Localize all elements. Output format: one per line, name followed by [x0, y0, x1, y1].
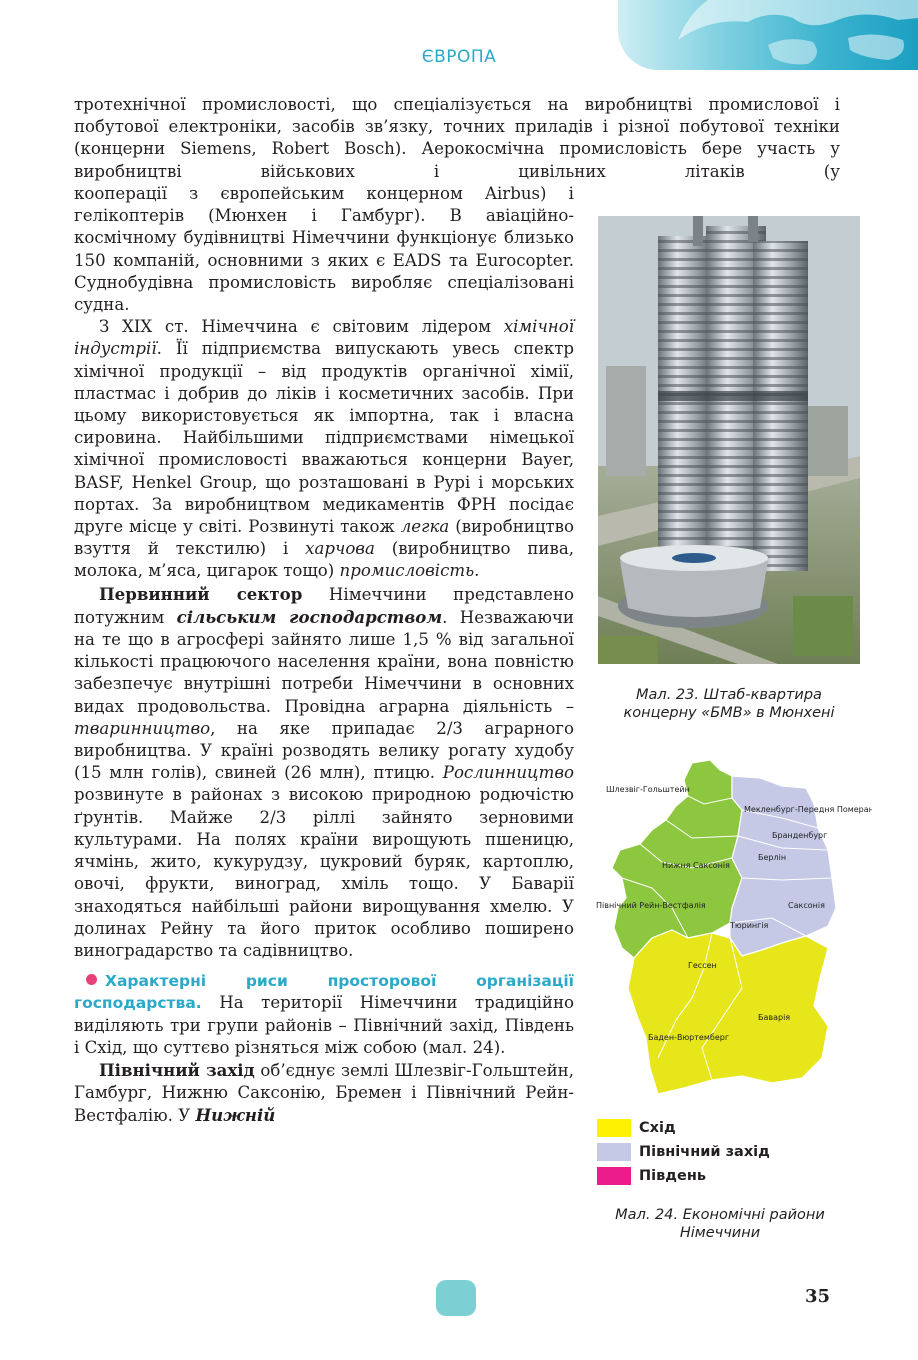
- germany-regions-map: [592, 758, 872, 1103]
- bold-italic-term: Нижній: [195, 1105, 276, 1126]
- legend-swatch-northwest: [597, 1143, 631, 1161]
- legend-label: Схід: [639, 1120, 676, 1136]
- text-span: . Незважаючи на те що в агросфері зайнято лише 1,5 % від загальної кількості працюючого населення країни, вона повністю забезпечує внутрішні потреби Німеччини в основних видах продовольства. Провідна аграрна діяльність –: [74, 607, 574, 716]
- text-span: Німеччини представлено потужним: [74, 584, 574, 627]
- map-label-nrw: Північний Рейн-Вестфалія: [596, 901, 706, 910]
- italic-term: промисловість: [339, 561, 475, 581]
- italic-term: харчова: [305, 539, 375, 559]
- figure-24-caption: Мал. 24. Економічні райони Німеччини: [615, 1207, 825, 1241]
- text-span: розвинуте в районах з високою природною родючістю ґрунтів. Майже 2/3 ріллі зайнято зерновими культурами. На полях країни вирощують пшеницю, ячмінь, жито, кукурудзу, цукровий буряк, картоплю, овочі, фрукти, виноград, хміль тощо. У Баварії знаходяться найбільші райони вирощування хмелю. У долинах Рейну та його приток особливо поширено виноградарство та садівництво.: [74, 785, 574, 960]
- paragraph-chemical: [74, 316, 574, 582]
- bold-term: Первинний сектор: [99, 583, 303, 604]
- italic-term: тваринництво: [74, 718, 211, 738]
- feature-heading: Характерні риси просторової організації господарства.: [74, 972, 574, 1013]
- map-label-lower-saxony: Нижня Саксонія: [662, 861, 730, 870]
- bold-italic-term: сільським господарством: [176, 606, 443, 627]
- paragraph-agriculture: [74, 583, 574, 962]
- text-span: .: [474, 561, 480, 581]
- legend-swatch-east: [597, 1119, 631, 1137]
- text-span: . Її підприємства випускають увесь спектр хімічної продукції – від продуктів органічної хімії, пластмас і добрив до ліків і косметичних засобів. При цьому використовується як імпортна, так і власна сировина. Найбільшими підприємствами німецької хімічної промисловості вважаються концерни Bayer, BASF, Henkel Group, що розташовані в Рурі і морських портах. За виробництвом медикаментів ФРН посідає друге місце у світі. Розвинуті також: [74, 339, 574, 537]
- map-label-brandenburg: Бранденбург: [772, 831, 828, 840]
- paragraph-spatial-organization: [74, 970, 574, 1059]
- italic-term: хімічної індустрії: [74, 317, 574, 359]
- legend-item-south: [597, 1164, 770, 1188]
- text-span: З XIX ст. Німеччина є світовим лідером: [99, 317, 504, 337]
- text-span: На території Німеччини традиційно виділяють три групи районів – Північний захід, Південь і Схід, що суттєво різняться між собою (мал. 24).: [74, 993, 574, 1057]
- map-label-berlin: Берлін: [758, 853, 787, 862]
- map-label-mecklenburg: Мекленбург-Передня Померанія: [744, 805, 872, 814]
- text-span: (виробництво взуття й текстилю) і: [74, 517, 574, 559]
- main-text-column: [74, 183, 574, 1128]
- bullet-dot-icon: [86, 974, 97, 985]
- page-number: 35: [805, 1286, 831, 1307]
- legend-item-northwest: [597, 1140, 770, 1164]
- legend-label: Південь: [639, 1168, 707, 1184]
- paragraph-aerospace: кооперації з європейським концерном Airbus) і гелікоптерів (Мюнхен і Гамбург). В авіаційно-космічному будівництві Німеччини функціонує близько 150 компаній, основними з яких є EADS та Eurocopter. Суднобудівна промисловість виробляє спеціалізовані судна.: [74, 184, 574, 315]
- legend-label: Північний захід: [639, 1144, 770, 1160]
- text-span: об’єднує землі Шлезвіг-Гольштейн, Гамбург, Нижню Саксонію, Бремен і Північний Рейн-Вестфалію. У: [74, 1060, 574, 1126]
- text-span: (виробництво пива, молока, м’яса, цигарок тощо): [74, 539, 574, 581]
- south-region-shape: [628, 930, 828, 1094]
- map-label-schleswig: Шлезвіг-Гольштейн: [606, 785, 690, 794]
- legend-swatch-south: [597, 1167, 631, 1185]
- map-legend: [597, 1116, 770, 1188]
- bold-term: Північний захід: [99, 1059, 255, 1080]
- intro-paragraph: [74, 94, 840, 183]
- italic-term: Рослинництво: [442, 763, 574, 783]
- section-title: ЄВРОПА: [421, 47, 497, 67]
- map-label-bavaria: Баварія: [758, 1013, 791, 1022]
- map-label-bw: Баден-Вюртемберг: [648, 1033, 730, 1042]
- map-label-saxony: Саксонія: [788, 901, 825, 910]
- page-marker-decoration: [436, 1280, 476, 1316]
- map-label-hesse: Гессен: [688, 961, 717, 970]
- bmw-headquarters-photo: [598, 216, 860, 664]
- paragraph-northwest: [74, 1059, 574, 1128]
- italic-term: легка: [400, 517, 450, 537]
- paragraph-electronics: тротехнічної промисловості, що спеціалізується на виробництві промислової і побутової електроніки, засобів зв’язку, точних приладів і різної побутової техніки (концерни Siemens, Robert Bosch). Аерокосмічна промисловість бере участь у виробництві військових і цивільних літаків (у: [74, 95, 840, 181]
- map-label-thuringia: Тюрингія: [730, 921, 769, 930]
- text-span: , на яке припадає 2/3 аграрного виробництва. У країні розводять велику рогату худобу (15 млн голів), свиней (26 млн), птицю.: [74, 718, 574, 783]
- figure-23-caption: Мал. 23. Штаб-квартира концерну «БМВ» в Мюнхені: [623, 687, 835, 721]
- legend-item-east: [597, 1116, 770, 1140]
